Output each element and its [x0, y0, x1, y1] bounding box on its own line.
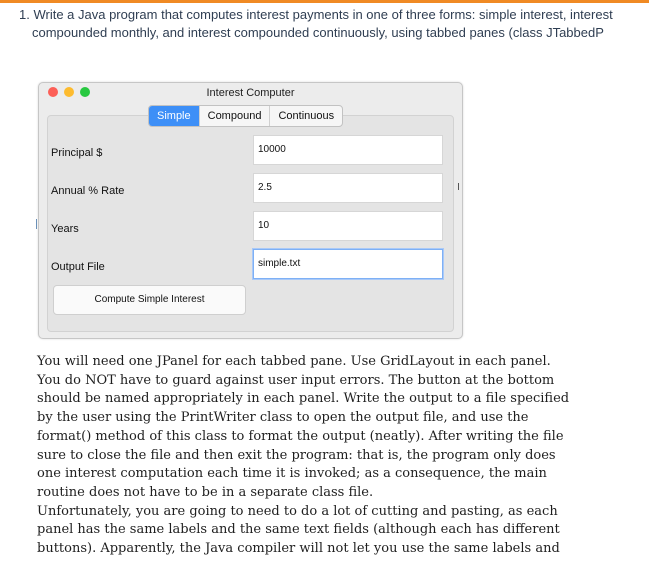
instructions-line: You will need one JPanel for each tabbed pane. Use GridLayout in each panel. [37, 354, 551, 369]
instructions-line: panel has the same labels and the same text fields (although each has different [37, 522, 560, 538]
divider-mark [458, 183, 459, 190]
instructions-line: Unfortunately, you are going to need to do a lot of cutting and pasting, as each [37, 503, 558, 519]
instructions-line: by the user using the PrintWriter class to open the output file, and use the [37, 410, 529, 426]
question-text [19, 6, 649, 42]
question-line-2: compounded monthly, and interest compounded continuously, using tabbed panes (class JTabbedP [32, 25, 604, 40]
question-line-1: 1. Write a Java program that computes interest payments in one of three forms: simple interest, interest [19, 7, 613, 22]
window-titlebar [39, 83, 462, 102]
tab-bar [148, 105, 343, 127]
years-field[interactable]: 10 [253, 211, 443, 241]
principal-label: Principal $ [51, 147, 103, 159]
instructions-line: should be named appropriately in each panel. Write the output to a file specified [37, 391, 570, 407]
output-file-label: Output File [51, 261, 105, 273]
principal-field[interactable]: 10000 [253, 135, 443, 165]
simple-panel [47, 115, 454, 332]
output-file-field[interactable]: simple.txt [253, 249, 443, 279]
rate-field[interactable]: 2.5 [253, 173, 443, 203]
top-accent-bar [0, 0, 649, 3]
instructions-text [37, 353, 597, 559]
tab-compound[interactable]: Compound [199, 106, 270, 126]
instructions-line: sure to close the file and then exit the program: that is, the program only does [37, 447, 556, 463]
window-title: Interest Computer [206, 87, 295, 99]
years-label: Years [51, 223, 79, 235]
instructions-line: format() method of this class to format the output (neatly). After writing the file [37, 428, 564, 444]
compute-simple-interest-button[interactable]: Compute Simple Interest [53, 285, 246, 315]
divider-mark [36, 219, 37, 229]
rate-label: Annual % Rate [51, 185, 125, 197]
instructions-line: one interest computation each time it is invoked; as a consequence, the main [37, 466, 547, 482]
app-window [38, 82, 463, 339]
instructions-line: routine does not have to be in a separate class file. [37, 484, 374, 500]
instructions-line: buttons). Apparently, the Java compiler will not let you use the same labels and [37, 541, 560, 557]
tab-continuous[interactable]: Continuous [269, 106, 342, 126]
instructions-line: You do NOT have to guard against user input errors. The button at the bottom [37, 372, 555, 388]
tab-simple[interactable]: Simple [149, 106, 199, 126]
